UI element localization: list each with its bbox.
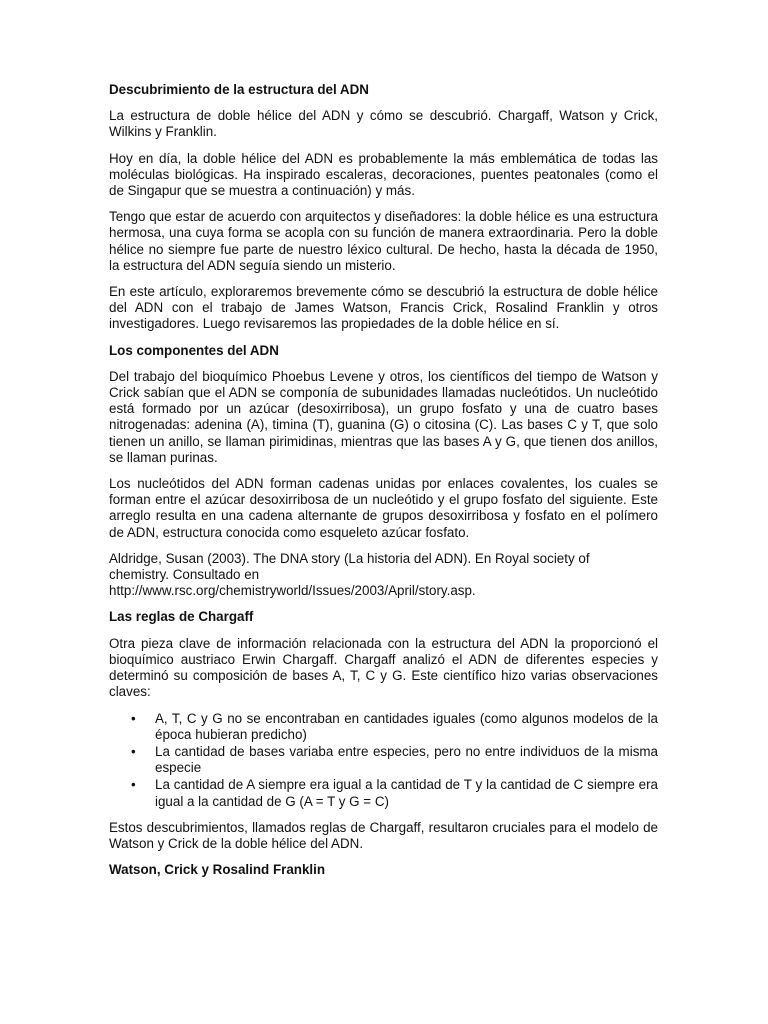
section-heading: Descubrimiento de la estructura del ADN: [109, 82, 369, 97]
paragraph: Los nucleótidos del ADN forman cadenas unidas por enlaces covalentes, los cuales se forman entre el azúcar desoxirribosa de un nucleótido y el grupo fosfato del siguiente. Este arreglo resulta en una cadena alternante de grupos desoxirribosa y fosfato en el polímero de ADN, estructura conocida como esqueleto azúcar fosfato.: [109, 476, 658, 540]
list-item: [109, 711, 658, 743]
bullet-icon: •: [131, 777, 136, 793]
section-heading: Las reglas de Chargaff: [109, 609, 254, 625]
paragraph: Tengo que estar de acuerdo con arquitectos y diseñadores: la doble hélice es una estructura hermosa, una cuya forma se acopla con su función de manera extraordinaria. Pero la doble hélice no siempre fue parte de nuestro léxico cultural. De hecho, hasta la década de 1950, la estructura del ADN seguía siendo un misterio.: [109, 209, 658, 273]
document-page: [109, 82, 658, 888]
list-item-text: La cantidad de A siempre era igual a la cantidad de T y la cantidad de C siempre era igual a la cantidad de G (A = T y G = C): [155, 777, 658, 809]
citation: [109, 551, 658, 600]
bullet-icon: •: [131, 743, 136, 759]
citation-line: chemistry. Consultado en: [109, 567, 260, 583]
paragraph: Hoy en día, la doble hélice del ADN es probablemente la más emblemática de todas las moléculas biológicas. Ha inspirado escaleras, decoraciones, puentes peatonales (como el de Singapur que se muestra a continuación) y más.: [109, 150, 658, 199]
list-item-text: La cantidad de bases variaba entre especies, pero no entre individuos de la misma especie: [155, 743, 658, 776]
bullet-list: [109, 711, 658, 810]
list-item-text: A, T, C y G no se encontraban en cantidades iguales (como algunos modelos de la época hubieran predicho): [155, 710, 658, 742]
paragraph: Estos descubrimientos, llamados reglas de Chargaff, resultaron cruciales para el modelo de Watson y Crick de la doble hélice del ADN.: [109, 819, 658, 851]
section-heading: Watson, Crick y Rosalind Franklin: [109, 862, 326, 878]
paragraph: Del trabajo del bioquímico Phoebus Levene y otros, los científicos del tiempo de Watson y Crick sabían que el ADN se componía de subunidades llamadas nucleótidos. Un nucleótido está formado por un azúcar (desoxirribosa), un grupo fosfato y una de cuatro bases nitrogenadas: adenina (A), timina (T), guanina (G) o citosina (C). Las bases C y T, que solo tienen un anillo, se llaman pirimidinas, mientras que las bases A y G, que tienen dos anillos, se llaman purinas.: [109, 368, 658, 465]
paragraph: La estructura de doble hélice del ADN y cómo se descubrió. Chargaff, Watson y Crick, Wilkins y Franklin.: [109, 108, 658, 140]
section-heading: Los componentes del ADN: [109, 342, 279, 358]
paragraph: Otra pieza clave de información relacionada con la estructura del ADN la proporcionó el bioquímico austriaco Erwin Chargaff. Chargaff analizó el ADN de diferentes especies y determinó su composición de bases A, T, C y G. Este científico hizo varias observaciones claves:: [109, 635, 658, 700]
list-item: [109, 744, 658, 776]
list-item: [109, 777, 658, 809]
paragraph: En este artículo, exploraremos brevemente cómo se descubrió la estructura de doble hélice del ADN con el trabajo de James Watson, Francis Crick, Rosalind Franklin y otros investigadores. Luego revisaremos las propiedades de la doble hélice en sí.: [109, 284, 658, 332]
citation-line: Aldridge, Susan (2003). The DNA story (La historia del ADN). En Royal society of: [109, 550, 590, 566]
bullet-icon: •: [131, 710, 136, 726]
citation-url: http://www.rsc.org/chemistryworld/Issues/2003/April/story.asp.: [109, 583, 476, 599]
